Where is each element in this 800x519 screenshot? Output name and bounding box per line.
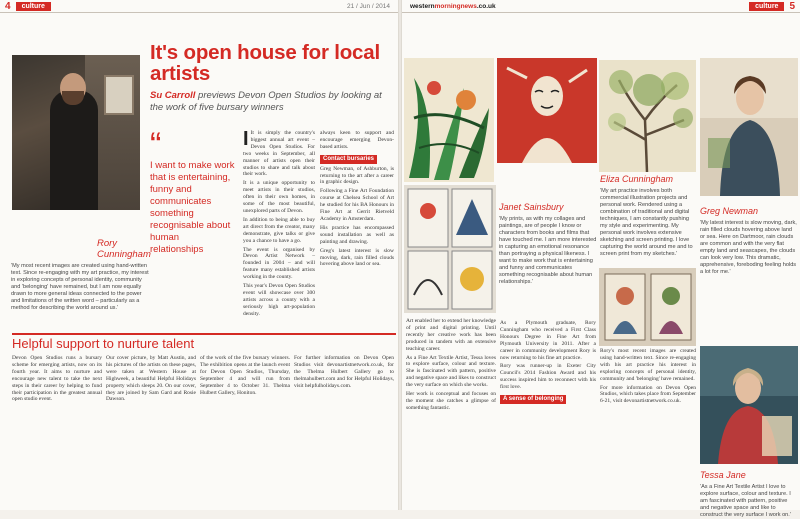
- rory-caption: [11, 238, 151, 311]
- artist-statement: 'As a Fine Art Textile Artist I love to explore surface, colour and texture. I am fascinated with pattern, positive and negative space and like to construct the very surface I work on.': [700, 484, 791, 518]
- paragraph: Art enabled her to extend her knowledge of print and digital printing. Until recently her creative work has been produced in tandem with an extensive teaching career.: [406, 318, 496, 352]
- dropcap: I: [243, 128, 249, 150]
- artist-name: Tessa Jane: [700, 470, 746, 480]
- paragraph: Greg's latest interest is slow moving, dark, rain filled clouds hovering above land or sea.: [320, 247, 394, 268]
- rory-photo: [12, 55, 140, 210]
- right-page: [402, 0, 800, 518]
- paragraph: Her work is conceptual and focuses on the moment she catches a glimpse of something fantastic.: [406, 391, 496, 411]
- support-column-4: [294, 355, 394, 505]
- paragraph: For further information on Devon Open Studios visit devonartistnetwork.co.uk, for the Thelma Hulbert Gallery go to thelmahulbert.com and for Helpful Holidays, visit helpfulholidays.com.: [294, 355, 394, 389]
- article-column-1: [243, 130, 315, 322]
- paragraph: This year's Devon Open Studios event will showcase over 300 artists across a county with a seriously high art-population density.: [243, 283, 315, 317]
- issue-date: 21 / Jun / 2014: [346, 2, 390, 10]
- greg-caption: [700, 206, 798, 276]
- janet-caption: [499, 202, 597, 286]
- paragraph: Following a Fine Art Foundation course at Chelsea School of Art he studied for his BA Honours in Fine Art at Gerrit Rietveld Academy in Amsterdam.: [320, 188, 394, 222]
- artist-statement: 'My latest interest is slow moving, dark, rain filled clouds hovering above land or sea. Here on Dartmoor, rain clouds are common and with the very flat empty land and seascapes, the clouds can look very low. This dramatic, apprehensive, foreboding feeling holds a lot for me.': [700, 220, 797, 275]
- page-number: 4: [5, 0, 11, 12]
- artwork-tree-sketch: [599, 60, 696, 172]
- paragraph: In addition to being able to buy art direct from the creator, many demonstrate, give talks or give you a chance to have a go.: [243, 216, 315, 244]
- paragraph: Our cover picture, by Matt Austin, and his pictures of the artists on these pages, were taken at Western House at Highweek, a beautiful Helpful Holidays property which sleeps 20. On our cover, they are joined by Sam Gard and Rosie Dawson.: [106, 355, 196, 403]
- left-folio: [0, 0, 398, 13]
- paragraph: For more information on Devon Open Studios, which takes place from September 6-21, visit devonartistnetwork.co.uk.: [600, 384, 696, 405]
- support-box-header: [12, 333, 396, 352]
- right-folio: [402, 0, 800, 13]
- pullquote: [150, 126, 235, 345]
- paragraph: Rory's most recent images are created using hand-written text. Since re-engaging with his art practice his interest in exploring concepts of personal identity, community and 'belonging' have remained.: [600, 348, 696, 382]
- artwork-jungle-print: [404, 58, 494, 182]
- article-column-2: [320, 130, 394, 322]
- subhead: Contact bursaries: [320, 155, 377, 164]
- eliza-photo: [700, 58, 798, 196]
- byline: Su Carroll: [150, 90, 196, 101]
- tessa-caption: [700, 470, 798, 519]
- artist-statement: 'My art practice involves both commercial illustration projects and personal work. Rendered using a combination of traditional and digital techniques, I am constantly pushing my style and experimenting. My personal work involves extensive sketching and screen printing. I love capturing the world around me and to screen print from my sketches.': [600, 188, 693, 257]
- tessa-photo: [700, 346, 798, 464]
- quote-mark-icon: “: [150, 126, 162, 164]
- artist-name: Eliza Cunningham: [600, 174, 674, 184]
- artist-name: Rory Cunningham: [97, 238, 151, 260]
- eliza-caption: [600, 174, 696, 258]
- paragraph: His practice has encompassed sound installation as well as painting and drawing.: [320, 224, 394, 245]
- artwork-collage: [599, 268, 696, 346]
- masthead: westernmorningnews.co.uk: [410, 2, 496, 10]
- section-label: culture: [749, 2, 784, 11]
- artist-name: Janet Sainsbury: [499, 202, 564, 212]
- artwork-red-figure: [497, 58, 597, 163]
- artist-name: Greg Newman: [700, 206, 759, 216]
- left-page: [0, 0, 398, 510]
- artist-statement: 'My most recent images are created using hand-written text. Since re-engaging with my art practice, my interest in exploring concepts of personal identity, community and 'belonging' have remained, but I am now equally drawn to more general ideas connected to the power and limitations of the written word – particularly as a method for describing the world around us.': [11, 263, 149, 311]
- paragraph: As a Plymouth graduate, Rory Cunningham who received a First Class Honours Degree in Fine Art from Plymouth University in 2011. After a career in community development Rory is now returning to his fine art practice.: [500, 320, 596, 361]
- paragraph: The event is organised by Devon Artist Network – founded in 2004 – and will feature many established artists working in the county.: [243, 246, 315, 281]
- paragraph: Rory was runner-up in Exeter City Council's 2014 Fashion Award and his success inspired him to reconnect with his first love.: [500, 363, 596, 391]
- right-article-column-3: [600, 348, 696, 506]
- artwork-panel-sequence: [404, 185, 496, 313]
- paragraph: As a Fine Art Textile Artist, Tessa loves to explore surface, colour and texture. She is fascinated with pattern, positive and negative space and likes to construct the very surface on which she works.: [406, 354, 496, 389]
- paragraph: It is a unique opportunity to meet artists in their studios, often in their own homes, in some of the most beautiful, unexplored parts of Devon.: [243, 180, 315, 214]
- right-article-column-1: [406, 318, 496, 504]
- paragraph: of the work of the five bursary winners. The exhibition opens at the launch event for Devon Open Studios, Thursday, September 4 and will run from September 4 to October 31. Thelma Hulbert Gallery, Honiton.: [200, 355, 290, 396]
- artist-statement: 'My prints, as with my collages and paintings, are of people I know or characters from books and films that have touched me. I am more interested in capturing an emotional resonance than portraying a physical likeness. I want to make work that is entertaining and funny and communicates something recognisable about human relationships.': [499, 216, 597, 285]
- support-box-title: Helpful support to nurture talent: [12, 336, 195, 351]
- support-column-1: [12, 355, 102, 505]
- subhead: A sense of belonging: [500, 395, 566, 404]
- section-label: culture: [16, 2, 51, 11]
- standfirst: [150, 90, 390, 113]
- paragraph: always keen to support and encourage emerging Devon-based artists.: [320, 130, 394, 150]
- page-number: 5: [789, 0, 795, 12]
- paragraph: Greg Newman, of Ashburton, is returning to the art after a career in graphic design.: [320, 165, 394, 186]
- standfirst-text: previews Devon Open Studios by looking at the work of five bursary winners: [150, 90, 382, 113]
- paragraph: It is simply the country's biggest annual art event – Devon Open Studios. For two weeks in September, all manner of artists open their studios to share and talk about their work.: [243, 130, 315, 178]
- headline: It's open house for local artists: [150, 41, 380, 85]
- support-column-2: [106, 355, 196, 505]
- pullquote-text: I want to make work that is entertaining, funny and communicates something recognisable about human relationships: [150, 160, 235, 255]
- support-column-3: [200, 355, 290, 505]
- right-article-column-2: [500, 320, 596, 506]
- paragraph: Devon Open Studios runs a bursary scheme for emerging artists, now on its fourth year. It aims to nurture and encourage new talent to take the next steps in their career by helping to fund their participation in the greatest annual open studio event.: [12, 355, 102, 403]
